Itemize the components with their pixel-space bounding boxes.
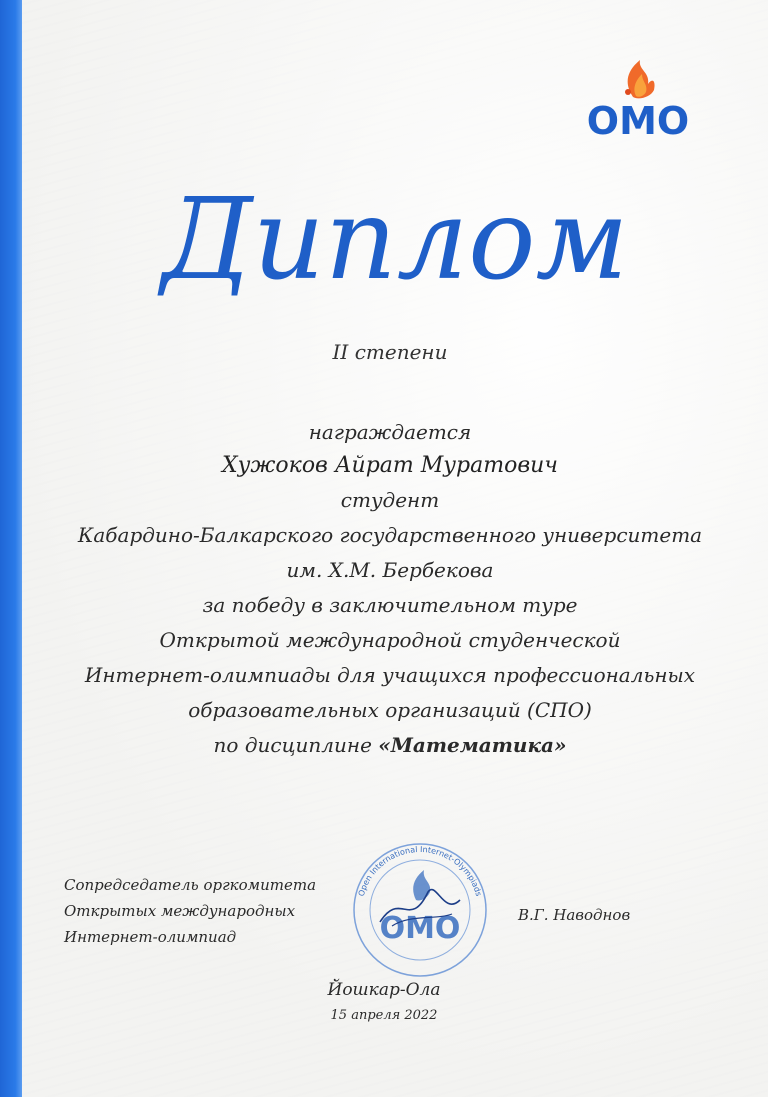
torch-flame-icon xyxy=(625,60,655,98)
left-blue-stripe xyxy=(0,0,22,1097)
awarded-label: награждается xyxy=(308,420,472,444)
signatory-title-line-3: Интернет-олимпиад xyxy=(64,928,237,946)
discipline-line xyxy=(40,733,740,757)
university-line-1: Кабардино-Балкарского государственного университета xyxy=(77,523,703,547)
seal-logo-text: ОМО xyxy=(379,911,461,946)
victory-line: за победу в заключительном туре xyxy=(202,593,578,617)
issue-date: 15 апреля 2022 xyxy=(330,1008,438,1023)
recipient-name: Хужоков Айрат Муратович xyxy=(222,453,558,478)
omo-logo xyxy=(578,52,698,142)
discipline-name: «Математика» xyxy=(378,733,567,757)
recipient-role: студент xyxy=(340,488,440,512)
issue-city: Йошкар-Ола xyxy=(327,980,441,1000)
olympiad-line-2: Интернет-олимпиады для учащихся профессиональных xyxy=(84,663,696,687)
signatory-title-line-1: Сопредседатель оргкомитета xyxy=(64,876,317,894)
signatory-title xyxy=(64,872,364,950)
olympiad-line-1: Открытой международной студенческой xyxy=(159,628,621,652)
discipline-prefix: по дисциплине xyxy=(213,733,379,757)
seal-text: Open International Internet-Olympiads xyxy=(356,844,484,898)
official-seal xyxy=(340,830,500,980)
signatory-name: В.Г. Наводнов xyxy=(518,906,631,924)
seal-flame-icon xyxy=(413,870,430,901)
title-text: Диплом xyxy=(161,175,629,305)
university-line-2: им. Х.М. Бербекова xyxy=(286,558,494,582)
degree-label: II степени xyxy=(332,340,448,364)
logo-text: ОМО xyxy=(586,99,690,142)
signatory-title-line-2: Открытых международных xyxy=(64,902,296,920)
olympiad-line-3: образовательных организаций (СПО) xyxy=(188,698,592,722)
diploma-title xyxy=(130,150,660,320)
